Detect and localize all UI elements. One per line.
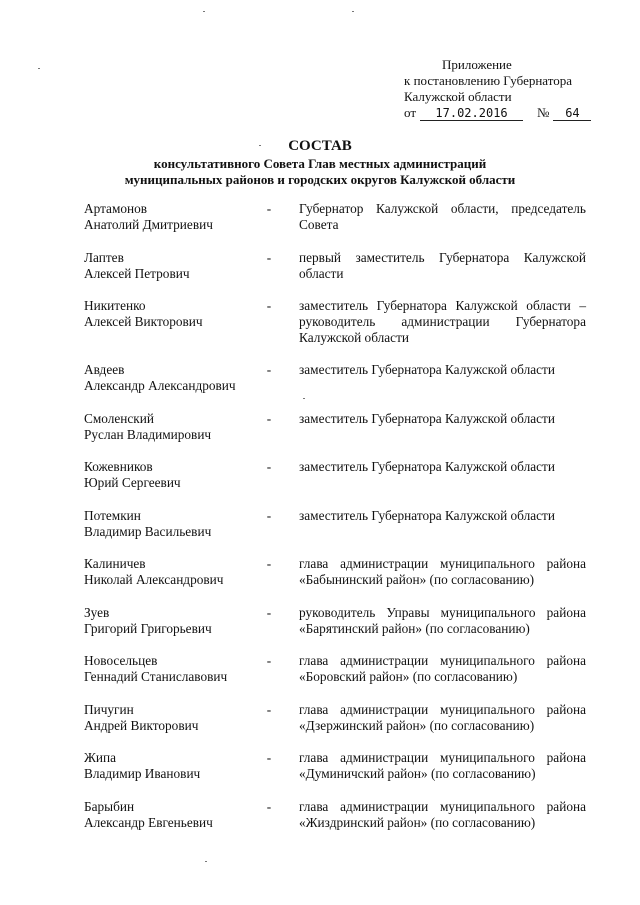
member-position: заместитель Губернатора Калужской области — [299, 362, 555, 377]
member-surname: Артамонов — [84, 201, 148, 216]
member-given-name: Владимир Васильевич — [84, 523, 212, 539]
member-given-name: Николай Александрович — [84, 572, 224, 587]
member-dash: - — [266, 459, 272, 474]
member-position: глава администрации муниципального района «Бабынинский район» (по согласованию) — [299, 556, 586, 587]
decree-number: 64 — [553, 106, 591, 121]
member-row — [84, 750, 588, 799]
member-position: руководитель Управы муниципального района «Барятинский район» (по согласованию) — [299, 604, 586, 636]
member-row — [84, 799, 588, 848]
date-prefix: от — [404, 105, 417, 120]
member-surname: Пичугин — [84, 701, 134, 717]
member-row — [84, 605, 588, 654]
member-row — [84, 298, 588, 362]
annex-date-number — [404, 105, 604, 121]
document-title: СОСТАВ — [288, 138, 352, 154]
document-subtitle — [60, 156, 580, 188]
member-position: заместитель Губернатора Калужской области — [299, 507, 555, 523]
subtitle-line-1: консультативного Совета Глав местных администраций — [153, 156, 487, 171]
member-surname: Зуев — [84, 604, 110, 620]
member-position: заместитель Губернатора Калужской области – руководитель администрации Губернатора Калужской области — [299, 298, 586, 345]
member-name — [84, 411, 264, 443]
member-dash: - — [266, 798, 272, 814]
member-given-name: Александр Александрович — [84, 378, 236, 393]
member-dash: - — [266, 507, 272, 523]
member-position: заместитель Губернатора Калужской области — [299, 459, 555, 474]
member-given-name: Андрей Викторович — [84, 717, 199, 733]
member-name — [84, 653, 264, 685]
member-dash: - — [266, 653, 272, 668]
member-position: глава администрации муниципального района «Дзержинский район» (по согласованию) — [299, 701, 586, 733]
member-row — [84, 459, 588, 508]
member-name — [84, 750, 264, 782]
member-given-name: Александр Евгеньевич — [84, 814, 213, 830]
subtitle-line-2: муниципальных районов и городских округов Калужской области — [124, 172, 516, 187]
member-row — [84, 250, 588, 299]
member-position: глава администрации муниципального района «Жиздринский район» (по согласованию) — [299, 798, 586, 830]
member-dash: - — [266, 701, 272, 717]
member-row — [84, 201, 588, 250]
annex-region-line: Калужской области — [404, 89, 512, 104]
member-position: первый заместитель Губернатора Калужской области — [299, 249, 586, 281]
member-surname: Барыбин — [84, 798, 135, 814]
scan-speck — [203, 11, 205, 12]
member-row — [84, 508, 588, 557]
member-given-name: Геннадий Станиславович — [84, 669, 228, 684]
member-dash: - — [266, 410, 272, 426]
member-position: Губернатор Калужской области, председатель Совета — [299, 201, 586, 232]
scan-speck — [352, 11, 354, 12]
member-surname: Жипа — [84, 750, 117, 765]
member-surname: Новосельцев — [84, 653, 158, 668]
member-given-name: Григорий Григорьевич — [84, 620, 212, 636]
members-list — [84, 201, 588, 847]
annex-decree-line: к постановлению Губернатора — [404, 73, 573, 88]
scan-speck — [205, 861, 207, 862]
member-position: глава администрации муниципального района «Думиничский район» (по согласованию) — [299, 750, 586, 781]
member-position: глава администрации муниципального района «Боровский район» (по согласованию) — [299, 653, 586, 684]
scan-speck — [303, 398, 305, 399]
member-surname: Лаптев — [84, 249, 124, 265]
number-sign: № — [537, 105, 550, 120]
member-surname: Калиничев — [84, 556, 146, 571]
member-given-name: Алексей Петрович — [84, 265, 190, 281]
member-name — [84, 201, 264, 233]
member-name — [84, 250, 264, 282]
member-row — [84, 556, 588, 605]
scan-speck — [259, 145, 261, 146]
member-dash: - — [266, 604, 272, 620]
member-surname: Потемкин — [84, 507, 141, 523]
member-dash: - — [266, 298, 272, 313]
member-dash: - — [266, 249, 272, 265]
member-name — [84, 298, 264, 330]
member-row — [84, 362, 588, 411]
member-dash: - — [266, 201, 272, 216]
annex-block — [404, 57, 604, 121]
member-name — [84, 556, 264, 588]
member-surname: Авдеев — [84, 362, 125, 377]
member-name — [84, 799, 264, 831]
member-row — [84, 653, 588, 702]
member-row — [84, 702, 588, 751]
decree-date: 17.02.2016 — [420, 106, 523, 121]
member-name — [84, 362, 264, 394]
member-name — [84, 702, 264, 734]
member-surname: Смоленский — [84, 410, 155, 426]
member-given-name: Юрий Сергеевич — [84, 475, 181, 490]
member-name — [84, 508, 264, 540]
member-dash: - — [266, 750, 272, 765]
member-position: заместитель Губернатора Калужской области — [299, 410, 555, 426]
member-given-name: Анатолий Дмитриевич — [84, 217, 213, 232]
member-name — [84, 459, 264, 491]
member-surname: Кожевников — [84, 459, 153, 474]
member-surname: Никитенко — [84, 298, 146, 313]
scan-speck — [38, 68, 40, 69]
member-given-name: Алексей Викторович — [84, 314, 203, 329]
member-given-name: Владимир Иванович — [84, 766, 201, 781]
member-name — [84, 605, 264, 637]
member-dash: - — [266, 362, 272, 377]
member-row — [84, 411, 588, 460]
member-given-name: Руслан Владимирович — [84, 426, 212, 442]
member-dash: - — [266, 556, 272, 571]
annex-heading: Приложение — [442, 57, 512, 72]
